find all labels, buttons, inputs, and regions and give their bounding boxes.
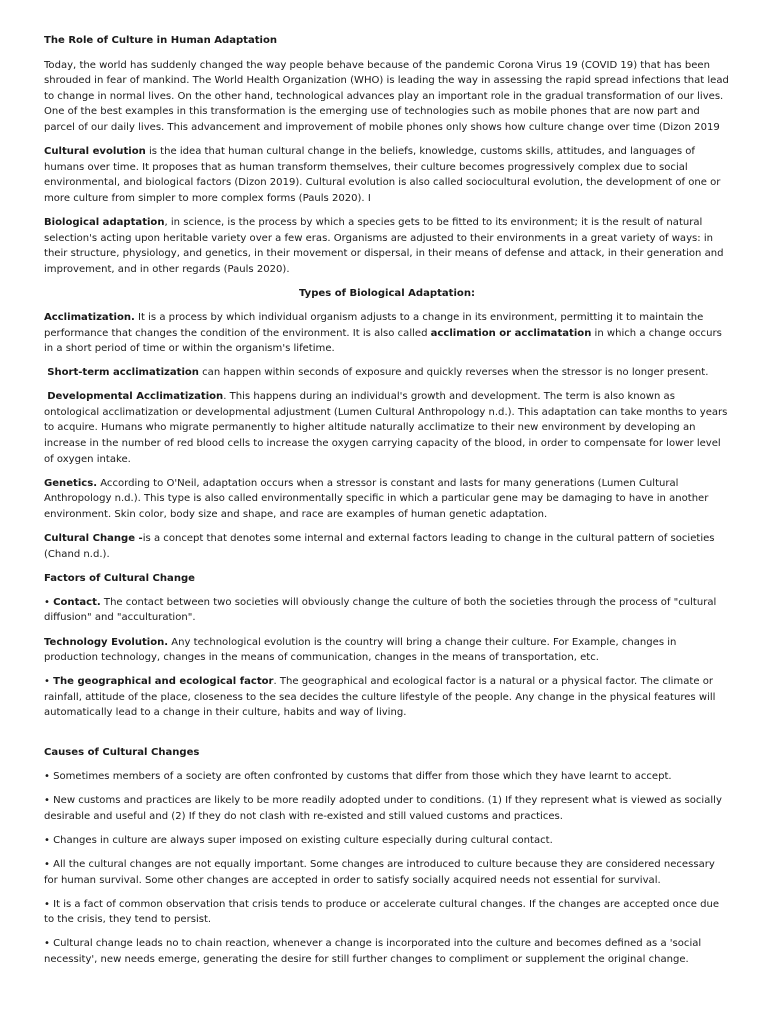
short-term-paragraph [44, 365, 730, 381]
technology-text: Any technological evolution is the country will bring a change their culture. For Example, changes in production technology, changes in the means of communication, changes in the means of transportation, etc. [44, 636, 677, 664]
cultural-change-term: Cultural Change - [44, 533, 143, 545]
genetics-paragraph [44, 476, 730, 523]
causes-heading-text: Causes of Cultural Changes [44, 746, 200, 758]
developmental-text: . This happens during an individual's growth and development. The term is also known as ontological acclimatization or developmental adjustment (Lumen Cultural Anthropology n.d.). This adaptation can take months to years to acquire. Humans who migrate permanently to higher altitude naturally acclimatize to their new environment by developing an increase in the number of red blood cells to increase the oxygen carrying capacity of the blood, in order to compensate for lower level of oxygen intake. [44, 391, 728, 465]
acclimatization-paragraph [44, 310, 730, 357]
document-title: The Role of Culture in Human Adaptation [44, 35, 278, 46]
cause-item: • All the cultural changes are not equally important. Some changes are introduced to culture because they are considered necessary for human survival. Some other changes are accepted in order to satisfy socially acquired needs not essential for survival. [44, 858, 715, 886]
geographical-bullet: • [44, 676, 50, 688]
cultural-change-paragraph [44, 531, 730, 562]
geographical-paragraph [44, 674, 730, 721]
cause-item: • It is a fact of common observation that crisis tends to produce or accelerate cultural changes. If the changes are accepted once due to the crisis, they tend to persist. [44, 898, 720, 926]
biological-adaptation-text: , in science, is the process by which a species gets to be fitted to its environment; it is the result of natural selection's acting upon heritable variety over a few eras. Organisms are adjusted to their environments in a great variety of ways: in their structure, physiology, and genetics, in their movement or dispersal, in their means of defense and attack, in their generation and improvement, and in other regards (Pauls 2020). [44, 216, 724, 275]
cause-item: • Changes in culture are always super imposed on existing culture especially during cultural contact. [44, 834, 553, 846]
developmental-paragraph [44, 389, 730, 467]
cause-item: • Sometimes members of a society are often confronted by customs that differ from those which they have learnt to accept. [44, 771, 672, 783]
genetics-text: According to O'Neil, adaptation occurs when a stressor is constant and lasts for many generations (Lumen Cultural Anthropology n.d.). This type is also called environmentally specific in which a particular gene may be damaging to have in another environment. Skin color, body size and shape, and race are examples of human genetic adaptation. [44, 477, 709, 520]
short-term-term: Short-term acclimatization [47, 367, 199, 379]
acclimation-term: acclimation or acclimatation [430, 327, 592, 339]
geographical-text: . The geographical and ecological factor is a natural or a physical factor. The climate or rainfall, attitude of the place, closeness to the sea decides the culture lifestyle of the people. Any change in the physical features will automatically lead to a change in their culture, habits and way of living. [44, 676, 716, 719]
biological-adaptation-term: Biological adaptation [44, 216, 165, 228]
contact-paragraph [44, 595, 730, 626]
acclimatization-text-1: It is a process by which individual organism adjusts to a change in its environment, permitting it to maintain the performance that changes the condition of the environment. It is also called [44, 311, 704, 339]
contact-bullet: • [44, 596, 50, 608]
cause-item: • Cultural change leads no to chain reaction, whenever a change is incorporated into the culture and becomes defined as a 'social necessity', new needs emerge, generating the desire for still further changes to compliment or supplement the original change. [44, 938, 702, 965]
acclimatization-text-2: in which a change occurs in a short period of time or within the organism's lifetime. [44, 327, 722, 355]
acclimatization-term: Acclimatization. [44, 311, 135, 323]
causes-heading [44, 745, 730, 761]
cultural-change-text: is a concept that denotes some internal and external factors leading to change in the cultural pattern of societies (Chand n.d.). [44, 533, 715, 560]
technology-term: Technology Evolution. [44, 636, 169, 648]
biological-adaptation-paragraph [44, 215, 730, 277]
geographical-term: The geographical and ecological factor [53, 676, 274, 688]
factors-heading [44, 571, 730, 587]
cultural-evolution-paragraph [44, 144, 730, 206]
intro-paragraph: Today, the world has suddenly changed the way people behave because of the pandemic Corona Virus 19 (COVID 19) that has been shrouded in fear of mankind. The World Health Organization (WHO) is leading the way in assessing the rapid spread infections that lead to change in normal lives. On the other hand, technological advances play an important role in the gradual transformation of our lives. One of the best examples in this transformation is the emerging use of technologies such as mobile phones that are now part and parcel of our daily lives. This advancement and improvement of mobile phones only shows how culture change over time (Dizon 2019 [44, 59, 729, 133]
contact-text: The contact between two societies will obviously change the culture of both the societies through the process of "cultural diffusion" and "acculturation". [44, 596, 717, 624]
developmental-term: Developmental Acclimatization [47, 391, 224, 403]
factors-heading-text: Factors of Cultural Change [44, 572, 195, 584]
cultural-evolution-term: Cultural evolution [44, 146, 146, 158]
contact-term: Contact. [53, 596, 101, 608]
types-heading: Types of Biological Adaptation: [299, 287, 475, 299]
short-term-text: can happen within seconds of exposure and quickly reverses when the stressor is no longer present. [198, 367, 709, 379]
cause-item: • New customs and practices are likely to be more readily adopted under to conditions. (1) If they represent what is viewed as socially desirable and useful and (2) If they do not clash with re-existed and still valued customs and practices. [44, 795, 722, 822]
technology-paragraph [44, 635, 730, 666]
cultural-evolution-text: is the idea that human cultural change in the beliefs, knowledge, customs skills, attitudes, and languages of humans over time. It proposes that as human transform themselves, their culture becomes progressively complex due to social environmental, and biological factors (Dizon 2019). Cultural evolution is also called sociocultural evolution, the development of one or more culture from simpler to more complex forms (Pauls 2020). I [44, 146, 721, 204]
genetics-term: Genetics. [44, 477, 98, 489]
